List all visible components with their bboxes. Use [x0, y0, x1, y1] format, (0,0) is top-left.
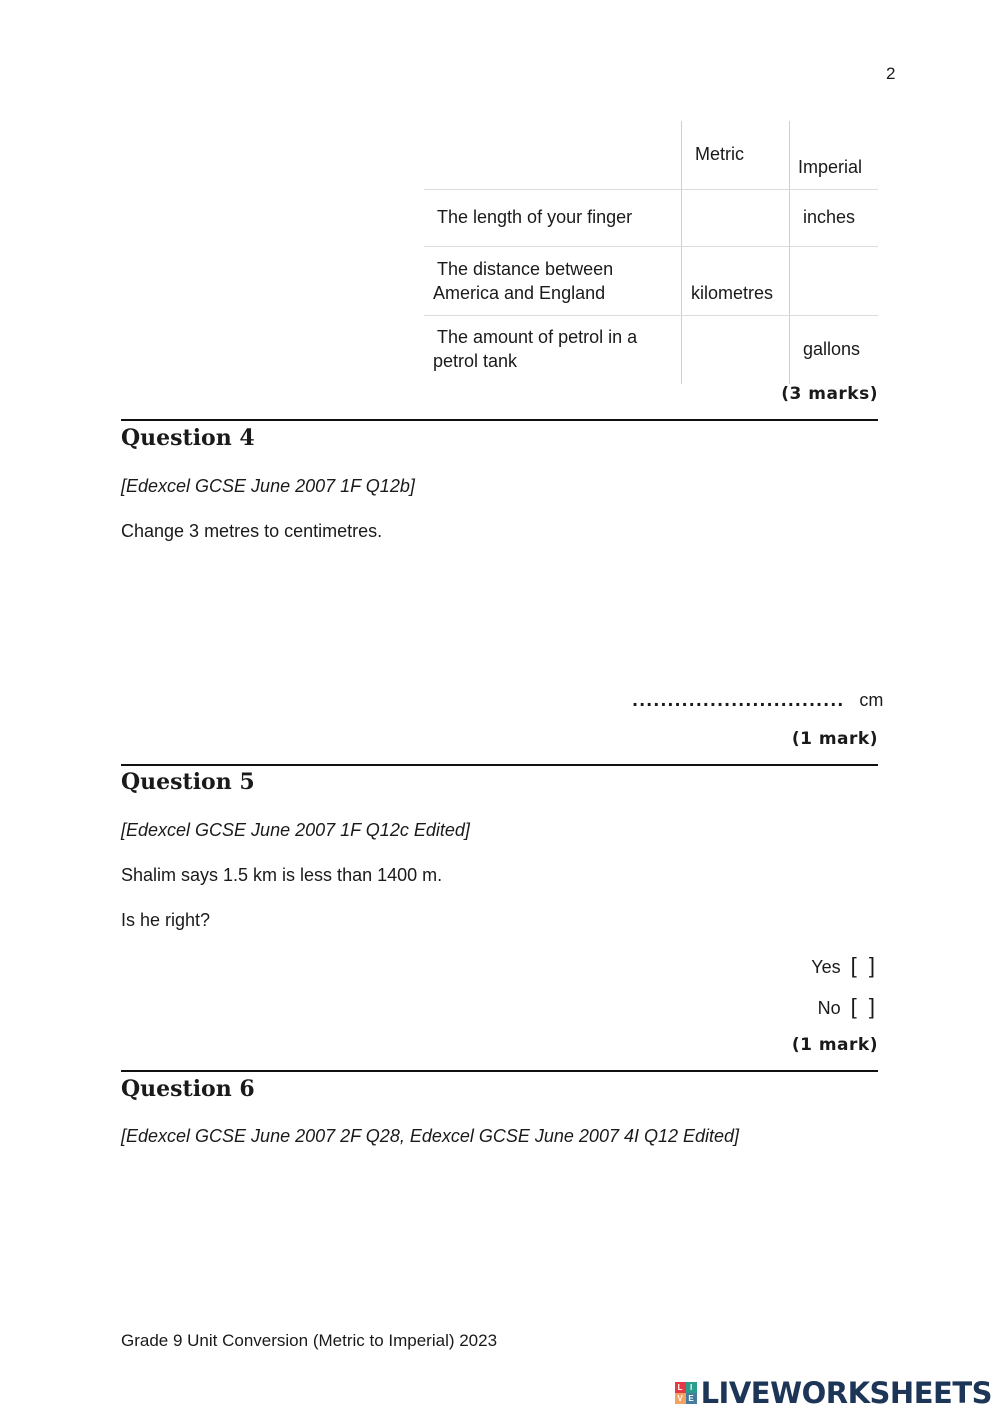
- q5-source: [Edexcel GCSE June 2007 1F Q12c Edited]: [121, 820, 470, 840]
- section-divider: [121, 1070, 878, 1072]
- q4-unit: cm: [859, 690, 884, 710]
- row-3-description-line2: petrol tank: [433, 351, 518, 371]
- page-footer: Grade 9 Unit Conversion (Metric to Imperial) 2023: [121, 1331, 498, 1350]
- liveworksheets-logo-icon: [675, 1382, 697, 1404]
- option-yes-checkbox[interactable]: [ ]: [850, 953, 878, 978]
- brand-name: LIVEWORKSHEETS: [700, 1376, 992, 1410]
- row-1-description: The length of your finger: [437, 207, 633, 227]
- table-divider: [681, 121, 682, 384]
- option-no-checkbox[interactable]: [ ]: [850, 994, 878, 1019]
- logo-letter: L: [675, 1382, 686, 1393]
- page-number: 2: [886, 64, 896, 83]
- option-no[interactable]: [818, 994, 878, 1020]
- conversion-table: [424, 121, 878, 384]
- row-2-description-line2: America and England: [433, 283, 606, 303]
- row-1-imperial: inches: [803, 207, 856, 227]
- answer-dots: ..............................: [632, 691, 845, 710]
- table-divider: [424, 246, 878, 247]
- q4-prompt: Change 3 metres to centimetres.: [121, 521, 383, 541]
- logo-letter: I: [686, 1382, 697, 1393]
- option-no-label: No: [817, 998, 841, 1018]
- header-imperial: Imperial: [798, 157, 863, 177]
- row-3-imperial: gallons: [803, 339, 861, 359]
- row-2-description-line1: The distance between: [437, 259, 614, 279]
- table-divider: [789, 121, 790, 384]
- q4-source: [Edexcel GCSE June 2007 1F Q12b]: [121, 476, 415, 496]
- table-divider: [424, 315, 878, 316]
- header-metric: Metric: [695, 144, 744, 164]
- q3-marks: (3 marks): [781, 384, 878, 404]
- section-divider: [121, 419, 878, 421]
- table-divider: [424, 189, 878, 190]
- q5-marks: (1 mark): [791, 1035, 878, 1055]
- q4-answer-field[interactable]: [632, 690, 883, 711]
- option-yes-label: Yes: [811, 957, 841, 977]
- option-yes[interactable]: [811, 953, 878, 979]
- logo-letter: V: [675, 1393, 686, 1404]
- q5-question: Is he right?: [121, 910, 211, 930]
- q5-statement: Shalim says 1.5 km is less than 1400 m.: [121, 865, 443, 885]
- q6-source: [Edexcel GCSE June 2007 2F Q28, Edexcel GCSE June 2007 4I Q12 Edited]: [121, 1126, 740, 1146]
- q4-title: Question 4: [121, 425, 255, 451]
- q6-title: Question 6: [121, 1076, 255, 1102]
- q4-marks: (1 mark): [791, 729, 878, 749]
- row-2-metric: kilometres: [691, 283, 774, 303]
- row-3-description-line1: The amount of petrol in a: [437, 327, 638, 347]
- q5-title: Question 5: [121, 769, 255, 795]
- liveworksheets-brand: [675, 1376, 992, 1410]
- section-divider: [121, 764, 878, 766]
- logo-letter: E: [686, 1393, 697, 1404]
